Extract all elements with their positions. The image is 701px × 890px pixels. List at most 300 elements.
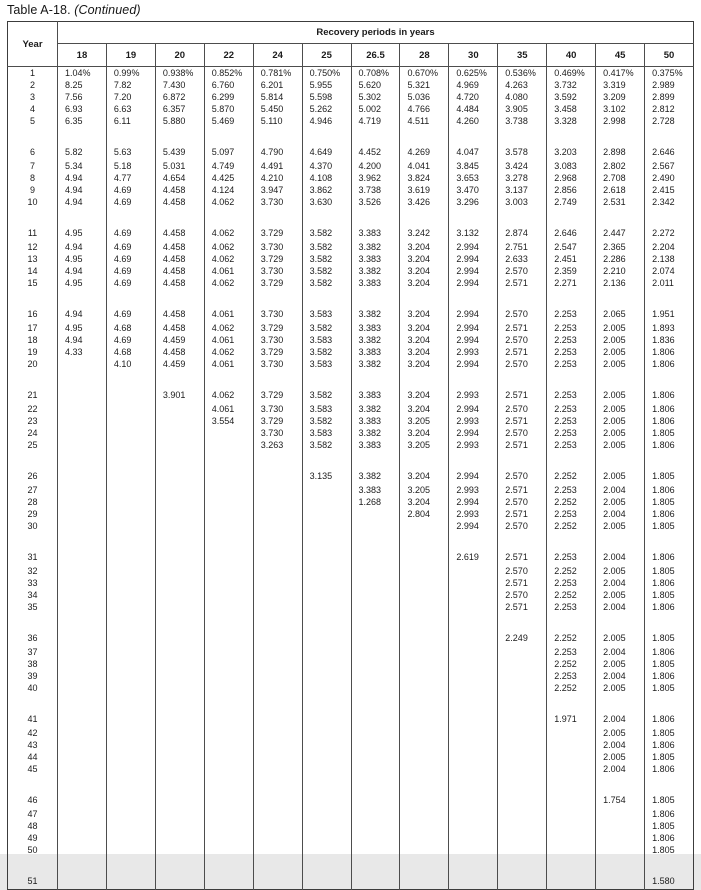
rate-row — [8, 160, 694, 172]
rate-cell — [253, 788, 302, 808]
rate-cell: 3.204 — [400, 334, 449, 346]
rate-cell — [253, 658, 302, 670]
year-cell: 33 — [27, 578, 38, 588]
rate-cell: 5.036 — [400, 91, 449, 103]
rate-cell: 2.994 — [449, 277, 498, 289]
rate-cell — [351, 520, 400, 532]
rate-cell — [106, 869, 155, 890]
rate-cell: 4.720 — [449, 91, 498, 103]
rate-cell — [253, 808, 302, 820]
rate-cell: 2.011 — [645, 277, 694, 289]
rate-row — [8, 788, 694, 808]
year-cell: 25 — [27, 440, 38, 450]
rate-cell: 3.730 — [253, 427, 302, 439]
rate-row — [8, 565, 694, 577]
rate-cell — [106, 646, 155, 658]
rate-cell: 3.426 — [400, 196, 449, 208]
rate-cell: 2.571 — [498, 545, 547, 565]
rate-cell — [155, 484, 204, 496]
rate-cell — [498, 763, 547, 775]
rate-cell — [155, 739, 204, 751]
rate-cell: 1.836 — [645, 334, 694, 346]
period-column-header: 35 — [498, 44, 547, 67]
year-cell: 24 — [27, 428, 38, 438]
rate-cell — [58, 670, 107, 682]
rate-cell: 2.252 — [547, 496, 596, 508]
rate-cell: 3.582 — [302, 221, 351, 241]
rate-cell — [204, 496, 253, 508]
rate-cell: 2.812 — [645, 103, 694, 115]
rate-cell: 2.802 — [596, 160, 645, 172]
rate-cell: 2.570 — [498, 496, 547, 508]
rate-cell — [351, 832, 400, 844]
rate-cell — [106, 415, 155, 427]
rate-cell: 2.571 — [498, 383, 547, 403]
rate-row — [8, 508, 694, 520]
rate-cell — [351, 869, 400, 890]
rate-cell — [449, 707, 498, 727]
rate-cell: 2.451 — [547, 253, 596, 265]
rate-cell — [155, 707, 204, 727]
rate-cell — [351, 682, 400, 694]
rate-cell — [106, 844, 155, 856]
rate-cell — [155, 496, 204, 508]
rate-cell: 1.805 — [645, 626, 694, 646]
rate-cell — [351, 820, 400, 832]
rate-row — [8, 646, 694, 658]
rate-row — [8, 707, 694, 727]
rate-cell — [155, 403, 204, 415]
rate-cell: 2.004 — [596, 763, 645, 775]
rate-cell: 3.458 — [547, 103, 596, 115]
rate-cell: 2.005 — [596, 346, 645, 358]
year-cell: 34 — [27, 590, 38, 600]
rate-cell: 4.69 — [106, 196, 155, 208]
rate-cell: 4.062 — [204, 196, 253, 208]
rate-cell — [302, 545, 351, 565]
rate-cell: 3.526 — [351, 196, 400, 208]
rate-cell — [302, 707, 351, 727]
rate-cell: 2.570 — [498, 334, 547, 346]
rate-cell — [400, 601, 449, 613]
rate-cell: 2.005 — [596, 383, 645, 403]
rate-cell — [400, 565, 449, 577]
rate-cell: 3.382 — [351, 403, 400, 415]
rate-cell — [449, 820, 498, 832]
rate-cell — [58, 739, 107, 751]
rate-cell: 2.253 — [547, 508, 596, 520]
rate-cell — [204, 739, 253, 751]
rate-cell: 2.571 — [498, 577, 547, 589]
rate-cell: 4.491 — [253, 160, 302, 172]
rate-cell: 2.728 — [645, 115, 694, 127]
rate-cell — [58, 545, 107, 565]
rate-cell — [449, 844, 498, 856]
rate-cell — [351, 577, 400, 589]
rate-cell: 1.806 — [645, 403, 694, 415]
rate-cell: 3.204 — [400, 346, 449, 358]
rate-cell: 2.531 — [596, 196, 645, 208]
rate-cell — [155, 808, 204, 820]
rate-cell: 3.383 — [351, 346, 400, 358]
year-cell: 51 — [27, 876, 38, 886]
rate-cell: 1.268 — [351, 496, 400, 508]
rate-cell: 2.547 — [547, 241, 596, 253]
rate-cell: 3.204 — [400, 265, 449, 277]
rate-cell — [498, 832, 547, 844]
rate-cell: 5.63 — [106, 140, 155, 160]
rate-cell: 3.583 — [302, 403, 351, 415]
rate-cell: 2.004 — [596, 577, 645, 589]
rate-cell — [253, 496, 302, 508]
rate-row — [8, 221, 694, 241]
year-cell: 38 — [27, 659, 38, 669]
rate-row — [8, 577, 694, 589]
rate-cell — [204, 589, 253, 601]
rate-cell: 2.253 — [547, 670, 596, 682]
rate-cell: 5.097 — [204, 140, 253, 160]
rate-cell: 3.583 — [302, 334, 351, 346]
rate-cell: 2.004 — [596, 508, 645, 520]
year-cell: 23 — [27, 416, 38, 426]
rate-cell — [302, 844, 351, 856]
rate-cell: 4.94 — [58, 184, 107, 196]
year-cell: 47 — [27, 809, 38, 819]
rate-cell: 3.729 — [253, 221, 302, 241]
rate-cell: 4.458 — [155, 346, 204, 358]
rate-cell: 7.56 — [58, 91, 107, 103]
period-column-header: 18 — [58, 44, 107, 67]
rate-cell — [204, 751, 253, 763]
rate-cell: 2.252 — [547, 658, 596, 670]
rate-cell: 4.200 — [351, 160, 400, 172]
rate-cell: 3.132 — [449, 221, 498, 241]
rate-cell — [58, 520, 107, 532]
year-cell: 7 — [29, 161, 35, 171]
rate-cell: 3.729 — [253, 415, 302, 427]
rate-row — [8, 91, 694, 103]
rate-cell — [155, 727, 204, 739]
rate-cell: 4.269 — [400, 140, 449, 160]
rate-cell: 2.005 — [596, 403, 645, 415]
rate-cell — [106, 589, 155, 601]
rate-cell: 2.204 — [645, 241, 694, 253]
group-spacer-row — [8, 613, 694, 626]
rate-cell — [400, 589, 449, 601]
rate-cell: 2.570 — [498, 265, 547, 277]
rate-row — [8, 241, 694, 253]
rate-cell — [155, 646, 204, 658]
rate-row — [8, 496, 694, 508]
rate-cell: 2.004 — [596, 707, 645, 727]
rate-row — [8, 751, 694, 763]
rate-cell — [400, 844, 449, 856]
year-cell: 20 — [27, 359, 38, 369]
rate-cell — [253, 844, 302, 856]
rate-cell: 2.993 — [449, 439, 498, 451]
rate-cell: 0.417% — [596, 67, 645, 80]
year-cell: 2 — [29, 80, 35, 90]
rate-cell: 3.382 — [351, 334, 400, 346]
rate-cell: 4.94 — [58, 265, 107, 277]
year-cell: 3 — [29, 92, 35, 102]
year-cell: 48 — [27, 821, 38, 831]
rate-cell: 2.994 — [449, 302, 498, 322]
rate-cell — [302, 484, 351, 496]
rate-cell — [547, 739, 596, 751]
rate-cell: 3.204 — [400, 464, 449, 484]
rate-cell: 3.205 — [400, 484, 449, 496]
rate-cell — [106, 565, 155, 577]
rate-cell — [498, 808, 547, 820]
rate-cell — [155, 658, 204, 670]
rate-cell: 4.370 — [302, 160, 351, 172]
year-cell: 27 — [27, 485, 38, 495]
rate-cell: 2.005 — [596, 565, 645, 577]
rate-cell — [449, 751, 498, 763]
rate-cell: 3.582 — [302, 253, 351, 265]
rate-cell: 4.263 — [498, 79, 547, 91]
rate-cell — [400, 520, 449, 532]
rate-cell: 4.062 — [204, 346, 253, 358]
rate-cell: 2.570 — [498, 403, 547, 415]
rate-cell — [449, 589, 498, 601]
rate-row — [8, 682, 694, 694]
rate-cell: 2.249 — [498, 626, 547, 646]
rate-cell: 4.062 — [204, 241, 253, 253]
rate-cell — [302, 601, 351, 613]
rate-cell: 2.359 — [547, 265, 596, 277]
rate-cell: 3.135 — [302, 464, 351, 484]
rate-cell: 1.805 — [645, 788, 694, 808]
page-title — [7, 3, 141, 17]
group-spacer-row — [8, 856, 694, 869]
rate-cell — [155, 589, 204, 601]
rate-cell — [155, 832, 204, 844]
rate-cell: 4.458 — [155, 221, 204, 241]
rate-cell: 4.94 — [58, 334, 107, 346]
rate-cell: 1.893 — [645, 322, 694, 334]
rate-cell — [155, 565, 204, 577]
rate-cell: 2.994 — [449, 322, 498, 334]
rate-cell — [449, 869, 498, 890]
rate-cell: 1.805 — [645, 844, 694, 856]
year-cell: 32 — [27, 566, 38, 576]
rate-cell — [596, 844, 645, 856]
rate-cell: 2.994 — [449, 334, 498, 346]
rate-cell: 4.062 — [204, 221, 253, 241]
rate-cell — [351, 844, 400, 856]
rate-cell: 3.582 — [302, 277, 351, 289]
rate-cell — [253, 565, 302, 577]
rate-cell: 0.938% — [155, 67, 204, 80]
rate-cell — [106, 439, 155, 451]
period-columns-row — [8, 44, 694, 67]
period-column-header: 22 — [204, 44, 253, 67]
rate-row — [8, 277, 694, 289]
rate-cell: 2.252 — [547, 520, 596, 532]
group-spacer-row — [8, 127, 694, 140]
rate-cell: 6.299 — [204, 91, 253, 103]
rate-table-body — [8, 67, 694, 890]
rate-cell — [449, 788, 498, 808]
rate-cell: 2.570 — [498, 358, 547, 370]
period-column-header: 20 — [155, 44, 204, 67]
rate-cell — [302, 808, 351, 820]
rate-cell — [302, 820, 351, 832]
rate-cell — [204, 484, 253, 496]
period-column-header: 30 — [449, 44, 498, 67]
rate-cell — [400, 646, 449, 658]
rate-cell — [351, 545, 400, 565]
rate-cell: 2.993 — [449, 415, 498, 427]
rate-cell: 2.253 — [547, 484, 596, 496]
rate-cell: 2.571 — [498, 415, 547, 427]
rate-cell — [351, 626, 400, 646]
rate-cell: 4.94 — [58, 172, 107, 184]
rate-cell: 6.760 — [204, 79, 253, 91]
rate-cell: 4.108 — [302, 172, 351, 184]
rate-cell — [400, 707, 449, 727]
rate-cell: 2.993 — [449, 484, 498, 496]
rate-row — [8, 103, 694, 115]
rate-cell — [204, 565, 253, 577]
rate-cell — [58, 415, 107, 427]
rate-cell: 4.425 — [204, 172, 253, 184]
rate-cell: 0.625% — [449, 67, 498, 80]
rate-cell — [58, 383, 107, 403]
rate-cell: 2.571 — [498, 484, 547, 496]
rate-cell: 2.005 — [596, 658, 645, 670]
rate-cell — [498, 788, 547, 808]
year-column-header: Year — [8, 22, 58, 67]
rate-cell: 5.321 — [400, 79, 449, 91]
year-cell: 43 — [27, 740, 38, 750]
rate-cell — [204, 577, 253, 589]
rate-cell — [155, 601, 204, 613]
rate-cell — [302, 646, 351, 658]
rate-cell — [155, 464, 204, 484]
rate-cell — [58, 751, 107, 763]
rate-cell: 1.806 — [645, 763, 694, 775]
year-cell: 22 — [27, 404, 38, 414]
rate-row — [8, 484, 694, 496]
rate-cell — [204, 727, 253, 739]
rate-cell: 2.065 — [596, 302, 645, 322]
rate-cell — [596, 832, 645, 844]
rate-cell: 1.806 — [645, 545, 694, 565]
rate-cell: 3.382 — [351, 265, 400, 277]
rate-cell — [58, 808, 107, 820]
rate-cell: 3.204 — [400, 358, 449, 370]
rate-row — [8, 727, 694, 739]
rate-cell: 1.806 — [645, 439, 694, 451]
rate-cell: 2.004 — [596, 601, 645, 613]
rate-cell: 1.806 — [645, 577, 694, 589]
rate-cell — [302, 788, 351, 808]
rate-cell: 2.253 — [547, 322, 596, 334]
rate-cell — [253, 508, 302, 520]
rate-cell: 4.062 — [204, 322, 253, 334]
rate-cell: 3.653 — [449, 172, 498, 184]
rate-cell: 2.749 — [547, 196, 596, 208]
rate-cell: 2.874 — [498, 221, 547, 241]
rate-row — [8, 763, 694, 775]
year-cell: 30 — [27, 521, 38, 531]
rate-cell — [253, 869, 302, 890]
rate-cell: 2.571 — [498, 277, 547, 289]
rate-row — [8, 820, 694, 832]
rate-cell — [106, 601, 155, 613]
rate-cell — [351, 707, 400, 727]
rate-cell: 0.750% — [302, 67, 351, 80]
rate-cell — [155, 844, 204, 856]
rate-cell: 1.951 — [645, 302, 694, 322]
year-cell: 12 — [27, 242, 38, 252]
year-cell: 8 — [29, 173, 35, 183]
year-cell: 19 — [27, 347, 38, 357]
rate-cell — [58, 658, 107, 670]
rate-cell: 3.947 — [253, 184, 302, 196]
rate-cell: 2.252 — [547, 626, 596, 646]
rate-cell: 0.708% — [351, 67, 400, 80]
rate-cell: 2.415 — [645, 184, 694, 196]
rate-cell — [106, 682, 155, 694]
rate-cell: 4.69 — [106, 334, 155, 346]
rate-cell: 2.968 — [547, 172, 596, 184]
rate-cell — [106, 427, 155, 439]
rate-cell: 1.806 — [645, 484, 694, 496]
rate-cell: 6.93 — [58, 103, 107, 115]
rate-cell: 1.806 — [645, 601, 694, 613]
rate-cell: 2.571 — [498, 322, 547, 334]
rate-cell: 5.82 — [58, 140, 107, 160]
rate-cell: 3.204 — [400, 241, 449, 253]
rate-cell: 4.061 — [204, 265, 253, 277]
rate-cell: 3.582 — [302, 241, 351, 253]
rate-cell: 8.25 — [58, 79, 107, 91]
rate-cell — [498, 727, 547, 739]
rate-cell: 4.969 — [449, 79, 498, 91]
rate-cell: 2.898 — [596, 140, 645, 160]
rate-cell: 2.856 — [547, 184, 596, 196]
year-cell: 42 — [27, 728, 38, 738]
rate-cell — [498, 751, 547, 763]
rate-cell: 2.571 — [498, 439, 547, 451]
rate-cell — [106, 832, 155, 844]
year-cell: 15 — [27, 278, 38, 288]
year-cell: 46 — [27, 795, 38, 805]
rate-cell — [351, 808, 400, 820]
rate-cell — [106, 788, 155, 808]
rate-cell: 3.730 — [253, 241, 302, 253]
rate-cell: 4.452 — [351, 140, 400, 160]
rate-cell: 5.814 — [253, 91, 302, 103]
rate-cell — [106, 658, 155, 670]
rate-cell — [58, 832, 107, 844]
rate-cell: 3.383 — [351, 415, 400, 427]
rate-cell: 2.252 — [547, 565, 596, 577]
rate-row — [8, 427, 694, 439]
year-cell: 45 — [27, 764, 38, 774]
rate-cell: 4.459 — [155, 334, 204, 346]
group-spacer-row — [8, 775, 694, 788]
rate-cell — [253, 601, 302, 613]
rate-cell: 2.253 — [547, 415, 596, 427]
rate-cell: 4.68 — [106, 346, 155, 358]
rate-cell: 3.582 — [302, 415, 351, 427]
rate-row — [8, 196, 694, 208]
